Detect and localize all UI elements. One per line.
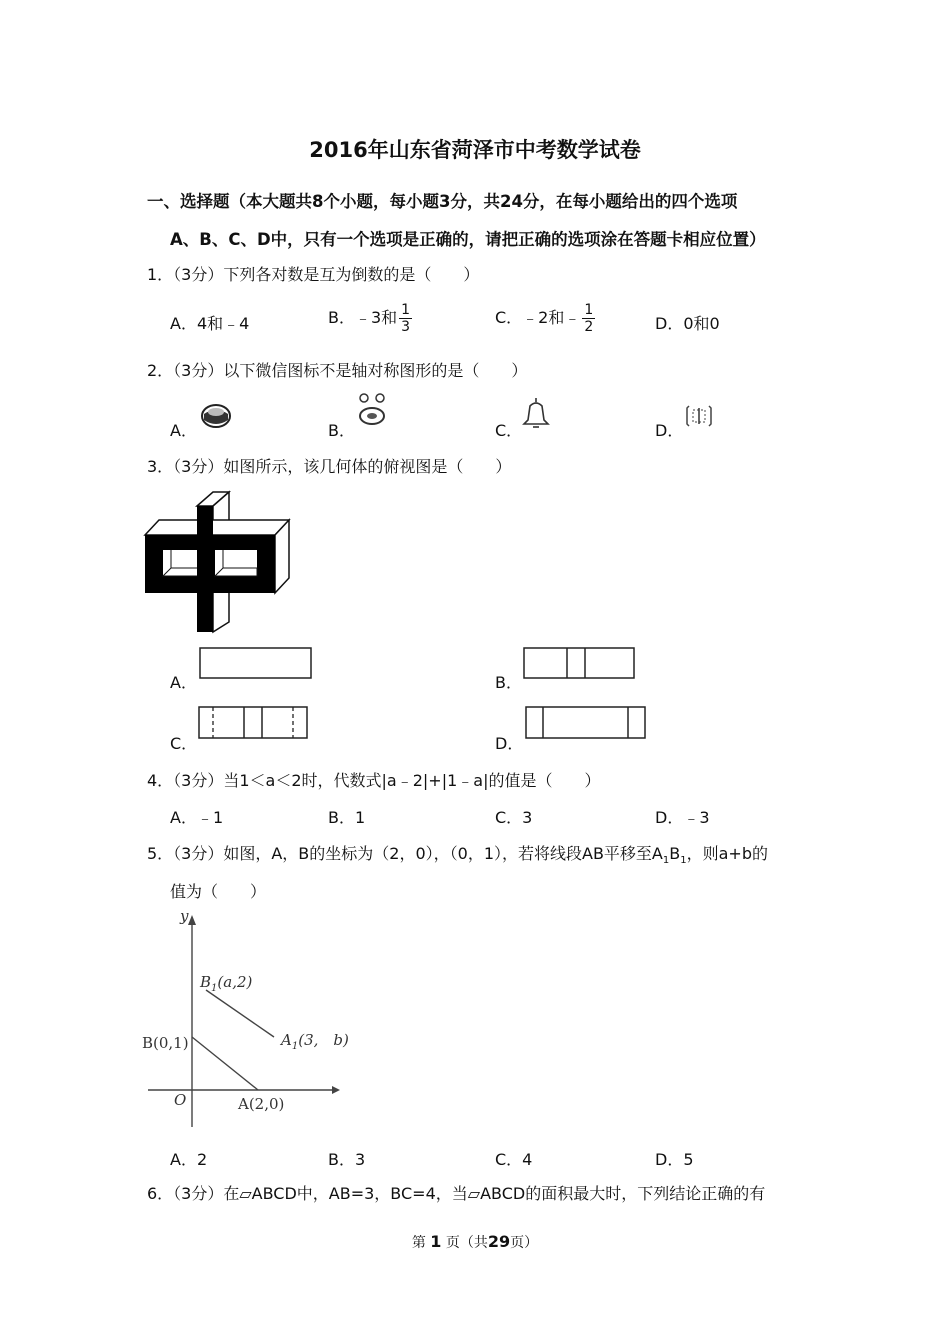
question-2-stem: 2．（3分）以下微信图标不是轴对称图形的是（ ） <box>147 361 528 380</box>
wechat-icon-c <box>520 396 552 430</box>
label-subscript: 1 <box>211 983 218 994</box>
q1-option-b <box>328 302 412 335</box>
q4-option-c: C．3 <box>495 808 533 827</box>
q5-option-d: D．5 <box>655 1150 694 1169</box>
footer-prefix: 第 <box>411 1235 426 1251</box>
solid-figure-zhong <box>145 490 295 635</box>
q2-option-c: C． <box>495 421 523 440</box>
y-axis-label: y <box>180 907 189 925</box>
label-coord: (3, b) <box>298 1031 349 1049</box>
q2-option-d: D． <box>655 421 684 440</box>
q2-option-a: A． <box>170 421 197 440</box>
footer-suffix: 页） <box>510 1235 539 1251</box>
question-6-stem: 6．（3分）在▱ABCD中，AB=3，BC=4，当▱ABCD的面积最大时，下列结论正确的有 <box>147 1184 766 1203</box>
point-a1-label <box>279 1031 349 1052</box>
q3-option-c-view <box>198 706 309 739</box>
point-a-label: A(2,0) <box>238 1095 285 1113</box>
label-coord: (a,2) <box>217 973 253 991</box>
question-1-stem: 1．（3分）下列各对数是互为倒数的是（ ） <box>147 265 480 284</box>
footer-mid: 页（共 <box>445 1235 488 1251</box>
q5-option-b: B．3 <box>328 1150 366 1169</box>
label-subscript: 1 <box>291 1041 299 1052</box>
question-5-stem <box>147 841 768 866</box>
fraction-denominator: 2 <box>584 319 594 335</box>
fraction-numerator: 1 <box>401 302 411 318</box>
q3-option-d-view <box>525 706 647 739</box>
page-title: 2016年山东省菏泽市中考数学试卷 <box>309 138 641 162</box>
wechat-icon-b <box>356 392 390 428</box>
footer-page-number: 1 <box>430 1232 442 1251</box>
q4-option-b: B．1 <box>328 808 366 827</box>
label-text: A <box>281 1031 292 1049</box>
point-b-label: B(0,1) <box>142 1034 189 1052</box>
q4-option-d: D．﹣3 <box>655 808 710 827</box>
wechat-icon-a <box>200 398 234 430</box>
q1-option-a: A．4和﹣4 <box>170 314 250 333</box>
section-heading-line2: A、B、C、D中，只有一个选项是正确的，请把正确的选项涂在答题卡相应位置） <box>170 230 766 249</box>
q3-option-c: C． <box>170 734 198 753</box>
q1-option-c-text: C．﹣2和﹣ <box>495 308 581 327</box>
q5-option-c: C．4 <box>495 1150 533 1169</box>
q5-option-a: A．2 <box>170 1150 208 1169</box>
point-b1-label <box>199 973 253 994</box>
q3-option-b-view <box>523 647 636 679</box>
section-heading-line1: 一、选择题（本大题共8个小题，每小题3分，共24分，在每小题给出的四个选项 <box>147 192 738 211</box>
fraction-numerator: 1 <box>584 302 594 318</box>
question-3-stem: 3．（3分）如图所示，该几何体的俯视图是（ ） <box>147 457 512 476</box>
q1-option-b-fraction <box>399 302 412 335</box>
q3-option-b: B． <box>495 673 522 692</box>
q1-option-c-fraction <box>582 302 595 335</box>
q5-stem-text-end: ，则a+b的 <box>686 844 768 863</box>
fraction-denominator: 3 <box>401 319 411 335</box>
footer-total-pages: 29 <box>487 1232 511 1251</box>
question-4-stem: 4．（3分）当1＜a＜2时，代数式|a﹣2|+|1﹣a|的值是（ ） <box>147 771 601 790</box>
q5-stem-text-b: B <box>669 844 681 863</box>
q1-option-d: D．0和0 <box>655 314 720 333</box>
q3-option-a: A． <box>170 673 197 692</box>
q1-option-c <box>495 302 595 335</box>
q4-option-a: A．﹣1 <box>170 808 224 827</box>
question-5-stem-line2: 值为（ ） <box>170 882 267 901</box>
q2-option-b: B． <box>328 421 355 440</box>
q3-option-a-view <box>199 647 313 679</box>
q5-stem-text: 5．（3分）如图，A，B的坐标为（2，0），（0，1），若将线段AB平移至A <box>147 844 663 863</box>
q1-option-b-text: B．﹣3和 <box>328 308 398 327</box>
wechat-icon-d <box>684 402 714 430</box>
coordinate-figure <box>140 905 360 1130</box>
origin-label: O <box>174 1091 187 1109</box>
page-footer <box>0 1232 950 1252</box>
label-text: B <box>200 973 212 991</box>
subscript: 1 <box>662 855 670 867</box>
q3-option-d: D． <box>495 734 524 753</box>
subscript: 1 <box>680 855 687 867</box>
